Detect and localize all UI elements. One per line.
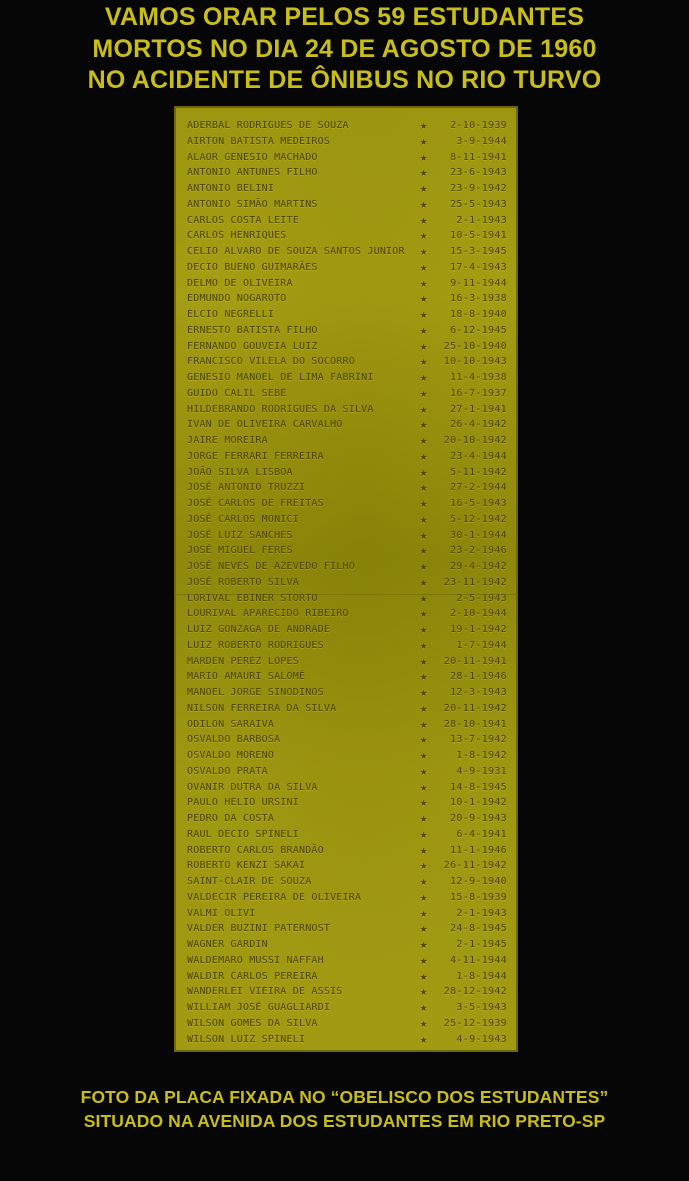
star-icon: ★ bbox=[420, 795, 428, 810]
star-icon: ★ bbox=[420, 559, 428, 573]
student-name: JOSÉ CARLOS DE FREITAS bbox=[187, 498, 324, 509]
star-icon: ★ bbox=[420, 370, 428, 384]
student-name: SAINT-CLAIR DE SOUZA bbox=[187, 876, 312, 887]
star-icon: ★ bbox=[420, 244, 428, 258]
star-icon: ★ bbox=[420, 196, 428, 211]
plaque-entry bbox=[174, 150, 518, 166]
star-icon: ★ bbox=[420, 496, 428, 510]
student-name: OSVALDO PRATA bbox=[187, 765, 268, 777]
plaque-entry bbox=[174, 339, 518, 355]
birth-date: 4-9-1943 bbox=[456, 1033, 507, 1045]
header-line-1: VAMOS ORAR PELOS 59 ESTUDANTES bbox=[104, 3, 585, 31]
birth-date: 25-10-1940 bbox=[443, 340, 507, 352]
star-icon: ★ bbox=[420, 779, 428, 794]
student-name: PEDRO DA COSTA bbox=[187, 813, 275, 824]
student-name: GENESIO MANOEL DE LIMA FABRINI bbox=[187, 372, 374, 383]
plaque-entry bbox=[174, 323, 518, 339]
birth-date: 2-1-1943 bbox=[456, 907, 507, 919]
birth-date: 15-3-1945 bbox=[450, 246, 507, 257]
birth-date: 11-4-1938 bbox=[450, 372, 507, 383]
plaque-entry bbox=[174, 244, 518, 260]
birth-date: 10-5-1941 bbox=[450, 230, 507, 242]
star-icon: ★ bbox=[420, 527, 428, 542]
plaque-entry bbox=[174, 449, 518, 465]
star-icon: ★ bbox=[420, 433, 428, 447]
star-icon: ★ bbox=[420, 637, 428, 652]
birth-date: 1-7-1944 bbox=[456, 639, 507, 651]
plaque-entry bbox=[174, 638, 518, 654]
student-name: NILSON FERREIRA DA SILVA bbox=[187, 702, 337, 714]
star-icon: ★ bbox=[420, 417, 428, 432]
star-icon: ★ bbox=[420, 763, 428, 778]
header-line-2: MORTOS NO DIA 24 DE AGOSTO DE 1960 bbox=[92, 34, 597, 63]
plaque-entry bbox=[174, 307, 518, 323]
student-name: WALDIR CARLOS PEREIRA bbox=[187, 970, 318, 982]
star-icon: ★ bbox=[420, 275, 428, 290]
star-icon: ★ bbox=[420, 228, 428, 243]
star-icon: ★ bbox=[420, 606, 428, 621]
header-line-3: NO ACIDENTE DE ÔNIBUS NO RIO TURVO bbox=[87, 66, 602, 94]
plaque-entry bbox=[174, 874, 518, 890]
star-icon: ★ bbox=[420, 181, 428, 195]
birth-date: 2-1-1943 bbox=[456, 214, 507, 226]
plaque-entry bbox=[174, 165, 518, 181]
footer-line-1: FOTO DA PLACA FIXADA NO “OBELISCO DOS ESTUDANTES” bbox=[80, 1087, 609, 1107]
star-icon: ★ bbox=[420, 1000, 428, 1014]
star-icon: ★ bbox=[420, 307, 428, 321]
student-name: ELCIO NEGRELLI bbox=[187, 309, 275, 320]
birth-date: 26-4-1942 bbox=[450, 419, 507, 431]
birth-date: 23-9-1942 bbox=[450, 183, 507, 194]
star-icon: ★ bbox=[420, 685, 428, 699]
star-icon: ★ bbox=[420, 1015, 428, 1030]
footer-line-2: SITUADO NA AVENIDA DOS ESTUDANTES EM RIO PRETO-SP bbox=[83, 1111, 606, 1131]
student-name: JOSÉ NEVES DE AZEVEDO FILHO bbox=[187, 561, 355, 572]
plaque-entry bbox=[174, 748, 518, 764]
star-icon: ★ bbox=[420, 259, 428, 274]
student-name: HILDEBRANDO RODRIGUES DA SILVA bbox=[187, 403, 374, 415]
student-name: LUIZ GONZAGA DE ANDRADE bbox=[187, 624, 331, 635]
plaque-entry bbox=[174, 827, 518, 843]
student-name: VALDECIR PEREIRA DE OLIVEIRA bbox=[187, 891, 362, 903]
plaque-entry bbox=[174, 386, 518, 402]
birth-date: 1-8-1942 bbox=[456, 750, 507, 761]
student-name: LOURIVAL APARECIDO RIBEIRO bbox=[187, 608, 349, 620]
plaque-entry bbox=[174, 937, 518, 953]
star-icon: ★ bbox=[420, 165, 428, 180]
plaque-entry bbox=[174, 465, 518, 481]
star-icon: ★ bbox=[420, 952, 428, 967]
plaque-entry bbox=[174, 984, 518, 1000]
plaque-entry bbox=[174, 1000, 518, 1016]
student-name: JOSÉ ROBERTO SILVA bbox=[187, 576, 299, 588]
plaque-entry bbox=[174, 654, 518, 670]
student-name: MARIO AMAURI SALOMÉ bbox=[187, 671, 306, 683]
student-name: CARLOS COSTA LEITE bbox=[187, 214, 299, 226]
student-name: WILSON LUIZ SPINELI bbox=[187, 1033, 306, 1045]
student-name: FRANCISCO VILELA DO SOCORRO bbox=[187, 356, 355, 368]
plaque-entry bbox=[174, 921, 518, 937]
plaque-entry bbox=[174, 591, 518, 607]
birth-date: 28-1-1946 bbox=[450, 671, 507, 683]
student-name: LUIZ ROBERTO RODRIGUES bbox=[187, 639, 324, 651]
star-icon: ★ bbox=[420, 338, 428, 353]
birth-date: 25-12-1939 bbox=[443, 1017, 507, 1029]
star-icon: ★ bbox=[420, 118, 428, 132]
birth-date: 20-11-1941 bbox=[443, 655, 507, 667]
star-icon: ★ bbox=[420, 653, 428, 668]
plaque-entry bbox=[174, 276, 518, 292]
birth-date: 20-11-1942 bbox=[443, 702, 507, 714]
student-name: WAGNER GARDIN bbox=[187, 939, 268, 950]
plaque-entry bbox=[174, 543, 518, 559]
student-name: VALMI OLIVI bbox=[187, 907, 256, 919]
birth-date: 23-4-1944 bbox=[450, 450, 507, 462]
star-icon: ★ bbox=[420, 874, 428, 888]
birth-date: 6-12-1945 bbox=[450, 324, 507, 336]
student-name: ANTONIO ANTUNES FILHO bbox=[187, 167, 318, 179]
star-icon: ★ bbox=[420, 669, 428, 684]
student-name: EDMUNDO NOGAROTO bbox=[187, 293, 287, 305]
birth-date: 19-1-1942 bbox=[450, 624, 507, 635]
plaque-entry bbox=[174, 354, 518, 370]
star-icon: ★ bbox=[420, 937, 428, 951]
plaque-entry bbox=[174, 969, 518, 985]
plaque-entry bbox=[174, 291, 518, 307]
plaque-entry bbox=[174, 197, 518, 213]
birth-date: 15-8-1939 bbox=[450, 891, 507, 903]
plaque-entry bbox=[174, 953, 518, 969]
birth-date: 5-11-1942 bbox=[450, 466, 507, 478]
star-icon: ★ bbox=[420, 811, 428, 825]
plaque-entry bbox=[174, 134, 518, 150]
student-name: JOÃO SILVA LISBOA bbox=[187, 466, 293, 478]
names-list bbox=[174, 118, 518, 1047]
plaque-entry bbox=[174, 795, 518, 811]
birth-date: 2-10-1944 bbox=[450, 608, 507, 620]
birth-date: 10-10-1943 bbox=[443, 356, 507, 368]
plaque-entry bbox=[174, 764, 518, 780]
birth-date: 16-5-1943 bbox=[450, 498, 507, 509]
student-name: ROBERTO KENZI SAKAI bbox=[187, 860, 306, 872]
student-name: MARDEN PEREZ LOPES bbox=[187, 655, 299, 667]
birth-date: 12-9-1940 bbox=[450, 876, 507, 887]
star-icon: ★ bbox=[420, 748, 428, 762]
star-icon: ★ bbox=[420, 842, 428, 857]
birth-date: 26-11-1942 bbox=[443, 860, 507, 872]
birth-date: 23-6-1943 bbox=[450, 167, 507, 179]
star-icon: ★ bbox=[420, 622, 428, 636]
star-icon: ★ bbox=[420, 212, 428, 227]
star-icon: ★ bbox=[420, 716, 428, 731]
birth-date: 3-5-1943 bbox=[456, 1002, 507, 1013]
birth-date: 18-8-1940 bbox=[450, 309, 507, 320]
student-name: OSVALDO BARBOSA bbox=[187, 734, 281, 746]
birth-date: 28-10-1941 bbox=[443, 718, 507, 730]
student-name: WALDEMARO MUSSI NAFFAH bbox=[187, 954, 324, 966]
plaque-entry bbox=[174, 480, 518, 496]
birth-date: 8-11-1941 bbox=[450, 151, 507, 163]
plaque-entry bbox=[174, 732, 518, 748]
star-icon: ★ bbox=[420, 700, 428, 715]
birth-date: 1-8-1944 bbox=[456, 970, 507, 982]
birth-date: 11-1-1946 bbox=[450, 844, 507, 856]
plaque-entry bbox=[174, 417, 518, 433]
student-name: VALDER BUZINI PATERNOST bbox=[187, 923, 331, 935]
birth-date: 6-4-1941 bbox=[456, 828, 507, 840]
plaque-entry bbox=[174, 1016, 518, 1032]
birth-date: 9-11-1944 bbox=[450, 277, 507, 289]
student-name: JOSÉ ANTONIO TRUZZI bbox=[187, 482, 306, 494]
birth-date: 16-7-1937 bbox=[450, 387, 507, 399]
student-name: ODILON SARAIVA bbox=[187, 718, 275, 730]
birth-date: 16-3-1938 bbox=[450, 293, 507, 305]
header-caption bbox=[0, 2, 689, 97]
star-icon: ★ bbox=[420, 149, 428, 164]
student-name: WILLIAM JOSÉ GUAGLIARDI bbox=[187, 1002, 331, 1013]
student-name: ANTONIO BELINI bbox=[187, 183, 275, 194]
birth-date: 20-10-1942 bbox=[443, 435, 507, 446]
student-name: JOSÉ MIGUEL FERES bbox=[187, 545, 293, 557]
star-icon: ★ bbox=[420, 133, 428, 148]
star-icon: ★ bbox=[420, 401, 428, 416]
plaque-entry bbox=[174, 811, 518, 827]
student-name: RAUL DECIO SPINELI bbox=[187, 828, 299, 840]
star-icon: ★ bbox=[420, 921, 428, 936]
student-name: WILSON GOMES DA SILVA bbox=[187, 1017, 318, 1029]
star-icon: ★ bbox=[420, 291, 428, 306]
student-name: ROBERTO CARLOS BRANDÃO bbox=[187, 844, 324, 856]
student-name: LORIVAL EBINER STORTO bbox=[187, 592, 318, 604]
student-name: OSVALDO MORENO bbox=[187, 750, 275, 761]
birth-date: 30-1-1944 bbox=[450, 529, 507, 541]
birth-date: 25-5-1943 bbox=[450, 198, 507, 210]
plaque-entry bbox=[174, 370, 518, 386]
plaque-entry bbox=[174, 669, 518, 685]
plaque-entry bbox=[174, 606, 518, 622]
plaque-entry bbox=[174, 906, 518, 922]
birth-date: 12-3-1943 bbox=[450, 687, 507, 698]
student-name: IVAN DE OLIVEIRA CARVALHO bbox=[187, 419, 343, 431]
plaque-entry bbox=[174, 181, 518, 197]
birth-date: 5-12-1942 bbox=[450, 513, 507, 525]
plaque-entry bbox=[174, 890, 518, 906]
birth-date: 27-1-1941 bbox=[450, 403, 507, 415]
student-name: DELMO DE OLIVEIRA bbox=[187, 277, 293, 289]
birth-date: 20-9-1943 bbox=[450, 813, 507, 824]
birth-date: 10-1-1942 bbox=[450, 797, 507, 809]
birth-date: 13-7-1942 bbox=[450, 734, 507, 746]
birth-date: 3-9-1944 bbox=[456, 135, 507, 147]
star-icon: ★ bbox=[420, 574, 428, 589]
plaque-entry bbox=[174, 213, 518, 229]
birth-date: 4-11-1944 bbox=[450, 954, 507, 966]
plaque-entry bbox=[174, 559, 518, 575]
plaque-entry bbox=[174, 402, 518, 418]
student-name: CELIO ALVARO DE SOUZA SANTOS JUNIOR bbox=[187, 246, 405, 257]
birth-date: 14-8-1945 bbox=[450, 781, 507, 793]
star-icon: ★ bbox=[420, 511, 428, 526]
memorial-plaque bbox=[174, 106, 518, 1052]
plaque-entry bbox=[174, 496, 518, 512]
footer-caption bbox=[0, 1085, 689, 1133]
student-name: ADERBAL RODRIGUES DE SOUZA bbox=[187, 120, 349, 131]
birth-date: 4-9-1931 bbox=[456, 765, 507, 777]
student-name: AIRTON BATISTA MEDEIROS bbox=[187, 135, 331, 147]
student-name: GUIDO CALIL SEBE bbox=[187, 387, 287, 399]
star-icon: ★ bbox=[420, 984, 428, 999]
plaque-entry bbox=[174, 780, 518, 796]
student-name: ANTONIO SIMÃO MARTINS bbox=[187, 198, 318, 210]
plaque-entry bbox=[174, 843, 518, 859]
birth-date: 23-2-1946 bbox=[450, 545, 507, 557]
student-name: OVANIR DUTRA DA SILVA bbox=[187, 781, 318, 793]
birth-date: 2-1-1945 bbox=[456, 939, 507, 950]
star-icon: ★ bbox=[420, 385, 428, 400]
plaque-entry bbox=[174, 1032, 518, 1048]
plaque-entry bbox=[174, 512, 518, 528]
plaque-entry bbox=[174, 433, 518, 449]
student-name: ALAOR GENESIO MACHADO bbox=[187, 151, 318, 163]
star-icon: ★ bbox=[420, 480, 428, 495]
birth-date: 17-4-1943 bbox=[450, 261, 507, 273]
star-icon: ★ bbox=[420, 543, 428, 558]
star-icon: ★ bbox=[420, 322, 428, 337]
student-name: JOSÉ LUIZ SANCHES bbox=[187, 529, 293, 541]
plaque-entry bbox=[174, 260, 518, 276]
student-name: JOSÉ CARLOS MONICI bbox=[187, 513, 299, 525]
birth-date: 28-12-1942 bbox=[443, 986, 507, 998]
plaque-entry bbox=[174, 575, 518, 591]
birth-date: 2-5-1943 bbox=[456, 592, 507, 604]
student-name: MANOEL JORGE SINODINOS bbox=[187, 687, 324, 698]
birth-date: 2-10-1939 bbox=[450, 120, 507, 131]
star-icon: ★ bbox=[420, 826, 428, 841]
student-name: CARLOS HENRIQUES bbox=[187, 230, 287, 242]
plaque-entry bbox=[174, 685, 518, 701]
birth-date: 24-8-1945 bbox=[450, 923, 507, 935]
plaque-entry bbox=[174, 858, 518, 874]
plaque-entry bbox=[174, 528, 518, 544]
star-icon: ★ bbox=[420, 905, 428, 920]
plaque-entry bbox=[174, 228, 518, 244]
plaque-entry bbox=[174, 701, 518, 717]
student-name: PAULO HELIO URSINI bbox=[187, 797, 299, 809]
star-icon: ★ bbox=[420, 889, 428, 904]
birth-date: 29-4-1942 bbox=[450, 561, 507, 572]
student-name: FERNANDO GOUVEIA LUIZ bbox=[187, 340, 318, 352]
star-icon: ★ bbox=[420, 968, 428, 983]
star-icon: ★ bbox=[420, 590, 428, 605]
student-name: WANDERLEI VIEIRA DE ASSIS bbox=[187, 986, 343, 998]
student-name: JAIRE MOREIRA bbox=[187, 435, 268, 446]
star-icon: ★ bbox=[420, 1031, 428, 1046]
star-icon: ★ bbox=[420, 354, 428, 369]
birth-date: 27-2-1944 bbox=[450, 482, 507, 494]
plaque-entry bbox=[174, 118, 518, 134]
star-icon: ★ bbox=[420, 732, 428, 747]
student-name: DECIO BUENO GUIMARÃES bbox=[187, 261, 318, 273]
plaque-entry bbox=[174, 717, 518, 733]
student-name: ERNESTO BATISTA FILHO bbox=[187, 324, 318, 336]
star-icon: ★ bbox=[420, 464, 428, 479]
birth-date: 23-11-1942 bbox=[443, 576, 507, 588]
plaque-entry bbox=[174, 622, 518, 638]
star-icon: ★ bbox=[420, 858, 428, 873]
star-icon: ★ bbox=[420, 448, 428, 463]
student-name: JORGE FERRARI FERREIRA bbox=[187, 450, 324, 462]
